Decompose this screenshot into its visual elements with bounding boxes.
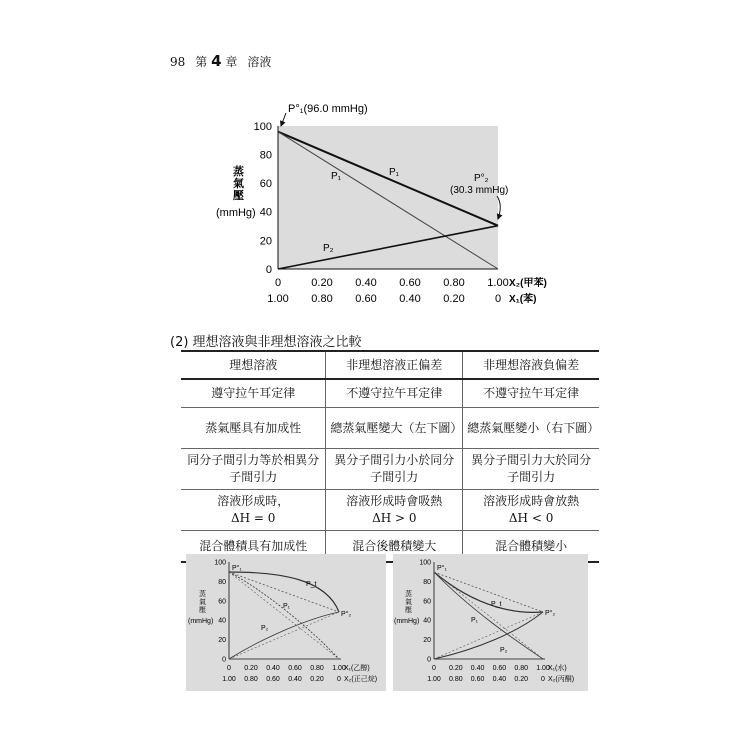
- y-tick-label: 60: [423, 598, 431, 606]
- x-tick-label: 0.20: [514, 676, 529, 683]
- total-curve-label: P₁: [389, 167, 400, 178]
- cell-text: 溶液形成時，: [217, 494, 290, 508]
- ylabel-char-3: 壓: [233, 190, 244, 202]
- y-tick-label: 0: [222, 656, 226, 664]
- x2-axis-name: X₂(甲苯): [509, 278, 547, 289]
- x-tick-label: 1.00: [536, 665, 550, 672]
- table-cell: [463, 490, 599, 531]
- p2-curve-label: P₂: [323, 243, 334, 254]
- y-tick-label: 0: [265, 263, 272, 276]
- table-cell: 蒸氣壓具有加成性: [181, 408, 326, 449]
- p1-curve-label: P₁: [471, 617, 479, 624]
- x-tick-label: 0.20: [443, 293, 465, 305]
- x-tick-label: 0.80: [311, 293, 333, 305]
- total-curve-label: P_t: [491, 601, 502, 608]
- table-row: [181, 408, 599, 449]
- chapter-number: 4: [211, 52, 222, 70]
- x-tick-label: 0.40: [399, 293, 421, 305]
- table-cell: [326, 490, 463, 531]
- header-negative: 非理想溶液負偏差: [463, 351, 599, 379]
- ylabel-char-3: 壓: [405, 607, 412, 614]
- ylabel-unit: (mmHg): [188, 618, 214, 625]
- x-tick-label: 0.60: [266, 676, 280, 683]
- positive-deviation-chart: [186, 554, 386, 691]
- table-cell: 不遵守拉午耳定律: [326, 379, 463, 408]
- x-tick-label: 0: [494, 293, 502, 305]
- y-tick-label: 20: [218, 637, 226, 645]
- table-cell: 總蒸氣壓變大（左下圖）: [326, 408, 463, 449]
- negative-deviation-chart: [393, 554, 588, 691]
- table-row: [181, 490, 599, 531]
- y-tick-label: 20: [259, 235, 272, 248]
- chapter-suffix: 章: [225, 55, 238, 69]
- x-tick-label: 0.20: [310, 676, 324, 683]
- p2-pure-label: P°₂: [545, 610, 556, 617]
- x-tick-label: 0.20: [311, 277, 333, 289]
- x-tick-label: 0.80: [448, 676, 463, 683]
- table-cell: 異分子間引力大於同分子間引力: [463, 449, 599, 490]
- x-tick-label: 0.80: [514, 665, 529, 672]
- x-tick-label: 1.00: [267, 293, 289, 305]
- x-tick-label: 0.40: [470, 665, 485, 672]
- dh-value: ΔH < 0: [508, 511, 554, 525]
- dh-value: ΔH = 0: [230, 511, 276, 525]
- y-tick-label: 40: [259, 206, 272, 219]
- p1-pure-label: P°₁(96.0 mmHg): [288, 103, 368, 115]
- ylabel-char-1: 蒸: [199, 591, 206, 598]
- y-tick-label: 80: [423, 578, 431, 586]
- x-tick-label: 1.00: [487, 277, 509, 289]
- x-tick-label: 0.40: [288, 676, 302, 683]
- ylabel-char-1: 蒸: [405, 591, 412, 598]
- table-cell: 總蒸氣壓變小（右下圖）: [463, 408, 599, 449]
- y-tick-label: 100: [419, 559, 431, 567]
- table-cell: 異分子間引力小於同分子間引力: [326, 449, 463, 490]
- table-cell: 同分子間引力等於相異分子間引力: [181, 449, 326, 490]
- ylabel-char-1: 蒸: [233, 166, 244, 178]
- comparison-table: [181, 350, 599, 563]
- x-tick-label: 1.00: [332, 665, 346, 672]
- cell-text: 溶液形成時會放熱: [483, 494, 580, 508]
- table-cell: 混合後體積變大: [326, 531, 463, 563]
- chapter-prefix: 第: [195, 55, 208, 69]
- y-tick-label: 40: [423, 617, 431, 625]
- p1-pure-label: P°₁: [437, 565, 447, 572]
- p1-curve-label: P₁: [283, 603, 291, 610]
- total-curve-label: P_t: [306, 581, 317, 588]
- x1-axis-name: X₁(乙醇): [344, 665, 370, 672]
- p1-pure-arrow: [281, 113, 286, 126]
- x-tick-label: 0.40: [266, 665, 280, 672]
- table-cell: 混合體積變小: [463, 531, 599, 563]
- y-tick-label: 60: [218, 598, 226, 606]
- x-tick-label: 0.60: [492, 665, 507, 672]
- x-tick-label: 0: [337, 676, 341, 683]
- table-row: [181, 449, 599, 490]
- ylabel-char-3: 壓: [199, 607, 206, 614]
- x-tick-label: 1.00: [222, 676, 236, 683]
- chapter-title: 溶液: [247, 55, 272, 69]
- x-tick-label: 0.40: [355, 277, 377, 289]
- y-tick-label: 20: [423, 637, 431, 645]
- x-tick-label: 0.80: [443, 277, 465, 289]
- x2-axis-name: X₂(正己烷): [344, 676, 378, 683]
- p2-curve-label: P₂: [500, 647, 508, 654]
- x-tick-label: 0: [227, 665, 231, 672]
- ylabel-char-2: 氣: [233, 178, 244, 190]
- y-tick-label: 60: [259, 178, 272, 191]
- p1-curve-label: P₁: [331, 171, 342, 182]
- page-number: 98: [170, 55, 186, 69]
- table-cell: [181, 490, 326, 531]
- x-tick-label: 0.60: [399, 277, 421, 289]
- table-row: [181, 379, 599, 408]
- main-chart: [0, 0, 750, 330]
- x-tick-label: 1.00: [427, 676, 441, 683]
- y-tick-label: 80: [259, 149, 272, 162]
- y-tick-label: 0: [427, 656, 431, 664]
- x-tick-label: 0.40: [492, 676, 507, 683]
- x2-axis-name: X₂(丙酮): [548, 676, 575, 683]
- x-tick-label: 0.60: [355, 293, 377, 305]
- x-tick-label: 0.80: [310, 665, 324, 672]
- ylabel-unit: (mmHg): [216, 207, 256, 219]
- header-ideal: 理想溶液: [181, 351, 326, 379]
- ylabel-unit: (mmHg): [394, 618, 420, 625]
- y-tick-label: 80: [218, 578, 226, 586]
- ylabel-char-2: 氣: [199, 599, 206, 606]
- header-positive: 非理想溶液正偏差: [326, 351, 463, 379]
- table-header-row: [181, 351, 599, 379]
- p1-pure-label: P°₁: [232, 565, 242, 572]
- p2-pure-label-1: P°₂: [474, 173, 489, 184]
- table-cell: 遵守拉午耳定律: [181, 379, 326, 408]
- y-tick-label: 40: [218, 617, 226, 625]
- y-tick-label: 100: [214, 559, 226, 567]
- x-tick-label: 0.60: [470, 676, 485, 683]
- p2-pure-label: P°₂: [341, 611, 352, 618]
- x-tick-label: 0.20: [244, 665, 258, 672]
- p2-pure-label-2: (30.3 mmHg): [450, 185, 509, 196]
- x-tick-label: 0.60: [288, 665, 302, 672]
- x-tick-label: 0.20: [448, 665, 463, 672]
- dh-value: ΔH > 0: [372, 511, 417, 525]
- x1-axis-name: X₁(苯): [509, 294, 537, 305]
- cell-text: 溶液形成時會吸熱: [346, 494, 443, 508]
- table-cell: 不遵守拉午耳定律: [463, 379, 599, 408]
- x-tick-label: 0: [274, 277, 282, 289]
- x-tick-label: 0.80: [244, 676, 258, 683]
- x1-axis-name: X₁(水): [548, 665, 567, 672]
- ylabel-char-2: 氣: [405, 599, 412, 606]
- p2-curve-label: P₂: [261, 625, 269, 632]
- table-cell: 混合體積具有加成性: [181, 531, 326, 563]
- section-title: (2) 理想溶液與非理想溶液之比較: [170, 335, 362, 350]
- x-tick-label: 0: [432, 665, 436, 672]
- x-tick-label: 0: [541, 676, 545, 683]
- y-tick-label: 100: [253, 120, 272, 133]
